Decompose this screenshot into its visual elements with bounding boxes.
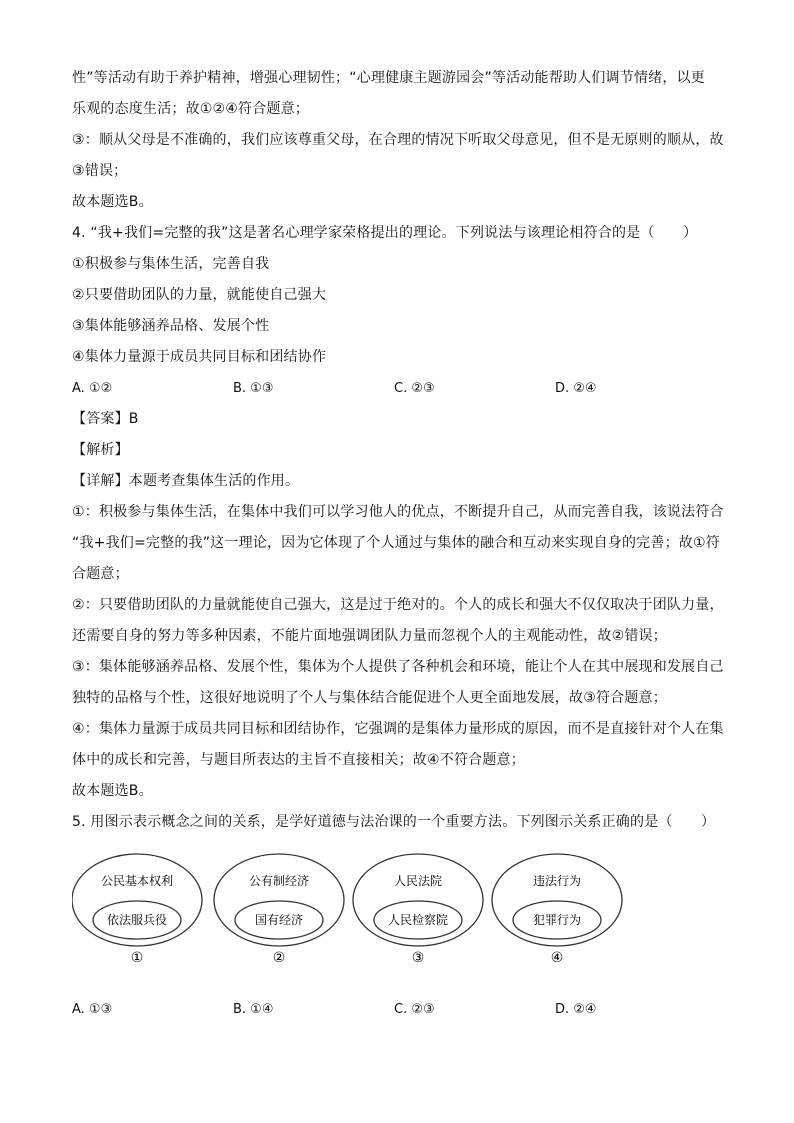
text-line: ③：顺从父母是不准确的，我们应该尊重父母，在合理的情况下听取父母意见，但不是无原则的顺从，故	[72, 132, 724, 148]
outer-ellipse	[214, 854, 344, 946]
explanation-line: 【详解】本题考查集体生活的作用。	[72, 473, 300, 489]
explanation-line: ④：集体力量源于成员共同目标和团结协作，它强调的是集体力量形成的原因，而不是直接针对个人在集	[72, 721, 724, 737]
question-5-stem: 5. 用图示表示概念之间的关系，是学好道德与法治课的一个重要方法。下列图示关系正确的是（ ）	[72, 814, 716, 830]
concept-diagrams	[72, 844, 722, 994]
diagram-number: ①	[130, 950, 144, 966]
diagram-3	[353, 854, 483, 966]
outer-ellipse	[492, 854, 622, 946]
option-a: A. ①③	[72, 1002, 113, 1017]
explanation-line: ③：集体能够涵养品格、发展个性，集体为个人提供了各种机会和环境，能让个人在其中展现和发展自己	[72, 659, 724, 675]
outer-ellipse	[353, 854, 483, 946]
explanation-line: ②：只要借助团队的力量就能使自己强大，这是过于绝对的。个人的成长和强大不仅仅取决于团队力量，	[72, 597, 724, 613]
text-line: ③错误；	[72, 163, 128, 179]
text-line: 乐观的态度生活；故①②④符合题意；	[72, 101, 310, 117]
question-4-stem: 4. “我+我们=完整的我”这是著名心理学家荣格提出的理论。下列说法与该理论相符合的是（ ）	[72, 225, 698, 241]
option-c: C. ②③	[394, 381, 435, 396]
diagram-svg	[72, 844, 722, 994]
diagram-number: ③	[411, 950, 425, 966]
outer-label: 人民法院	[393, 874, 443, 888]
option-b: B. ①④	[233, 1002, 274, 1017]
explanation-line: 体中的成长和完善，与题目所表达的主旨不直接相关；故④不符合题意；	[72, 752, 525, 768]
diagram-4	[492, 854, 622, 966]
inner-label: 依法服兵役	[106, 913, 168, 927]
option-d: D. ②④	[555, 1002, 597, 1017]
diagram-1	[72, 854, 202, 966]
question-4-item: ①积极参与集体生活，完善自我	[72, 256, 270, 272]
inner-label: 犯罪行为	[532, 913, 582, 927]
explanation-line: “我+我们=完整的我”这一理论，因为它体现了个人通过与集体的融合和互动来实现自身的完善；故①符	[72, 535, 720, 551]
document-page	[72, 63, 722, 1025]
explanation-line: ①：积极参与集体生活，在集体中我们可以学习他人的优点，不断提升自己，从而完善自我，该说法符合	[72, 504, 724, 520]
question-5-options	[72, 994, 722, 1025]
option-a: A. ①②	[72, 381, 113, 396]
explanation-line: 独特的品格与个性，这很好地说明了个人与集体结合能促进个人更全面地发展，故③符合题意；	[72, 690, 667, 706]
analysis-label: 【解析】	[72, 442, 129, 458]
diagram-number: ②	[272, 950, 286, 966]
diagram-2	[214, 854, 344, 966]
question-4-item: ②只要借助团队的力量，就能使自己强大	[72, 287, 327, 303]
outer-label: 违法行为	[532, 874, 582, 888]
explanation-line: 合题意；	[72, 566, 129, 582]
outer-label: 公民基本权利	[100, 874, 174, 888]
text-line: 故本题选B。	[72, 194, 153, 210]
question-4-item: ④集体力量源于成员共同目标和团结协作	[72, 349, 327, 365]
question-4-item: ③集体能够涵养品格、发展个性	[72, 318, 270, 334]
outer-ellipse	[72, 854, 202, 946]
explanation-line: 还需要自身的努力等多种因素，不能片面地强调团队力量而忽视个人的主观能动性，故②错误；	[72, 628, 667, 644]
diagram-number: ④	[550, 950, 564, 966]
text-line: 性”等活动有助于养护精神，增强心理韧性；“心理健康主题游园会”等活动能帮助人们调节情绪，以更	[72, 70, 705, 86]
question-4-options	[72, 373, 722, 404]
explanation-line: 故本题选B。	[72, 783, 153, 799]
inner-label: 国有经济	[254, 913, 304, 927]
option-b: B. ①③	[233, 381, 274, 396]
inner-label: 人民检察院	[387, 913, 449, 927]
option-c: C. ②③	[394, 1002, 435, 1017]
outer-label: 公有制经济	[248, 874, 310, 888]
answer-label: 【答案】B	[72, 411, 139, 427]
option-d: D. ②④	[555, 381, 597, 396]
